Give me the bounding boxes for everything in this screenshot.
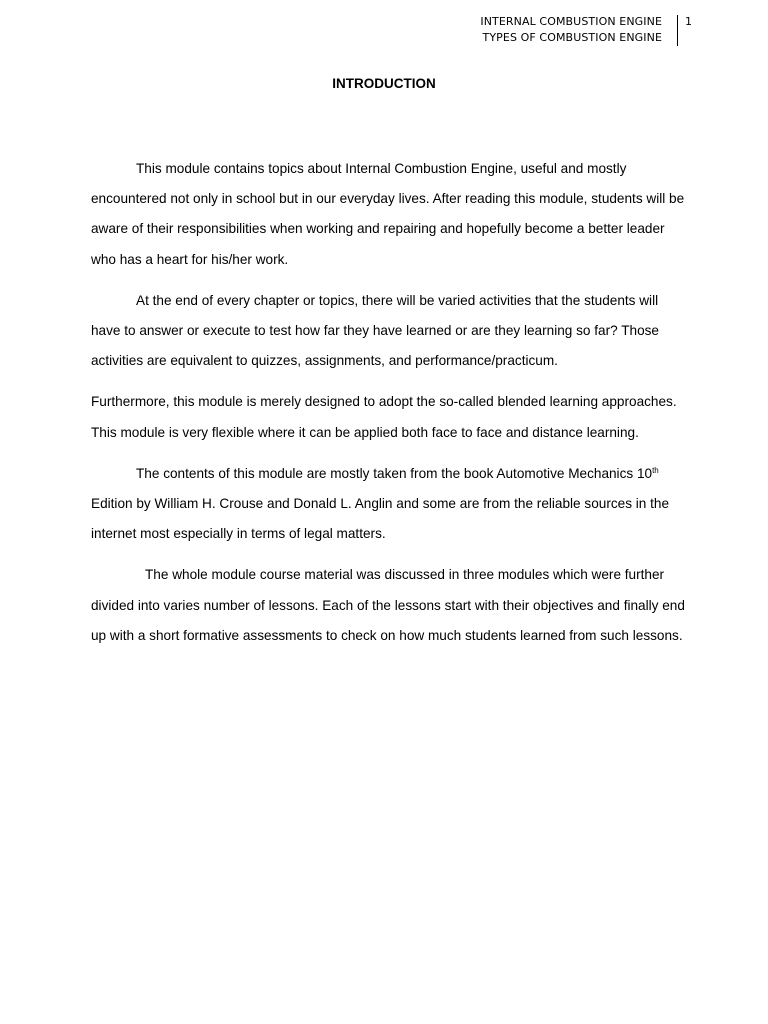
paragraph-2: At the end of every chapter or topics, there will be varied activities that the students will have to answer or execute to test how far they have learned or are they learning so far? Those activities are equivalent to quizzes, assignments, and performance/practicum.: [91, 292, 659, 369]
paragraph-4-text-b: Edition by William H. Crouse and Donald L. Anglin and some are from the reliable sources in the internet most especially in terms of legal matters.: [91, 496, 670, 542]
paragraph-5: The whole module course material was discussed in three modules which were further divided into varies number of lessons. Each of the lessons start with their objectives and finally end up with a short formative assessments to check on how much students learned from such lessons.: [91, 567, 685, 643]
document-body: [91, 154, 687, 662]
ordinal-superscript: th: [652, 465, 659, 475]
header-divider: [677, 15, 678, 46]
running-header: [480, 14, 670, 46]
page-number: 1: [685, 15, 692, 28]
paragraph-4: [91, 459, 687, 550]
header-line-2: TYPES OF COMBUSTION ENGINE: [482, 31, 662, 44]
paragraph-1: This module contains topics about Internal Combustion Engine, useful and mostly encountered not only in school but in our everyday lives. After reading this module, students will be aware of their responsibilities when working and repairing and hopefully become a better leader who has a heart for his/her work.: [91, 161, 685, 267]
paragraph-3: Furthermore, this module is merely designed to adopt the so-called blended learning approaches. This module is very flexible where it can be applied both face to face and distance learning.: [91, 394, 677, 440]
paragraph-4-text-a: The contents of this module are mostly taken from the book Automotive Mechanics 10: [136, 465, 653, 481]
page-title: INTRODUCTION: [332, 76, 436, 91]
header-line-1: INTERNAL COMBUSTION ENGINE: [480, 15, 662, 28]
